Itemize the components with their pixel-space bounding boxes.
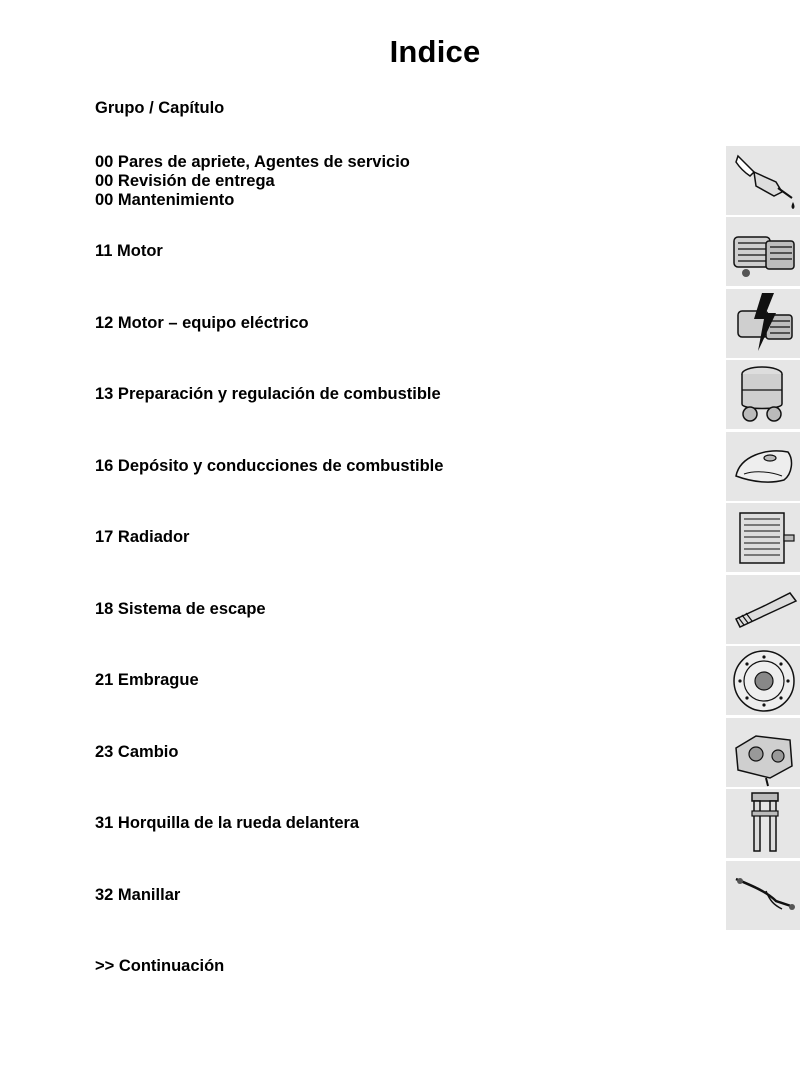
toc-entry-line[interactable]: 12 Motor – equipo eléctrico [95, 314, 309, 332]
toc-entry-line[interactable]: 00 Pares de apriete, Agentes de servicio [95, 153, 410, 171]
tab-18[interactable] [726, 574, 800, 644]
tab-12[interactable] [726, 288, 800, 358]
toc-entry-18[interactable] [95, 600, 266, 619]
tab-11[interactable] [726, 216, 800, 286]
toc-entry-line[interactable]: 18 Sistema de escape [95, 600, 266, 618]
gearbox-icon [726, 718, 800, 788]
toc-entry-line[interactable]: 00 Mantenimiento [95, 191, 235, 209]
toc-entry-line[interactable]: 00 Revisión de entrega [95, 172, 275, 190]
toc-entry-17[interactable] [95, 528, 189, 547]
toc-entry-12[interactable] [95, 314, 309, 333]
tab-17[interactable] [726, 502, 800, 572]
tab-32[interactable] [726, 860, 800, 930]
toc-entry-line[interactable]: 21 Embrague [95, 671, 199, 689]
toc-entry-line[interactable]: 16 Depósito y conducciones de combustible [95, 457, 444, 475]
tab-13[interactable] [726, 359, 800, 429]
toc-entry-00[interactable] [95, 153, 410, 210]
toc-entry-line[interactable]: 23 Cambio [95, 743, 179, 761]
tab-00[interactable] [726, 145, 800, 215]
handlebar-icon [726, 861, 800, 931]
toc-entry-31[interactable] [95, 814, 359, 833]
toc-entry-11[interactable] [95, 242, 163, 261]
toc-entry-32[interactable] [95, 886, 180, 905]
front-fork-icon [726, 789, 800, 859]
radiator-icon [726, 503, 800, 573]
toc-entry-line[interactable]: 13 Preparación y regulación de combustible [95, 385, 441, 403]
toc-entry-line[interactable]: 31 Horquilla de la rueda delantera [95, 814, 360, 832]
continuation-link[interactable]: >> Continuación [95, 957, 225, 975]
tab-23[interactable] [726, 717, 800, 787]
clutch-disc-icon [726, 646, 800, 716]
exhaust-icon [726, 575, 800, 645]
toc-entry-line[interactable]: 32 Manillar [95, 886, 181, 904]
column-heading: Grupo / Capítulo [95, 99, 225, 117]
toc-entry-line[interactable]: 11 Motor [95, 242, 163, 260]
toc-entry-line[interactable]: 17 Radiador [95, 528, 190, 546]
engine-electric-icon [726, 289, 800, 359]
engine-icon [726, 217, 800, 287]
toc-entry-13[interactable] [95, 385, 441, 404]
tab-31[interactable] [726, 788, 800, 858]
toc-entry-21[interactable] [95, 671, 199, 690]
oil-can-icon [726, 146, 800, 216]
tab-16[interactable] [726, 431, 800, 501]
toc-entry-16[interactable] [95, 457, 443, 476]
fuel-tank-icon [726, 432, 800, 502]
tab-21[interactable] [726, 645, 800, 715]
page-title: Indice [389, 34, 481, 69]
throttle-body-icon [726, 360, 800, 430]
toc-entry-23[interactable] [95, 743, 178, 762]
